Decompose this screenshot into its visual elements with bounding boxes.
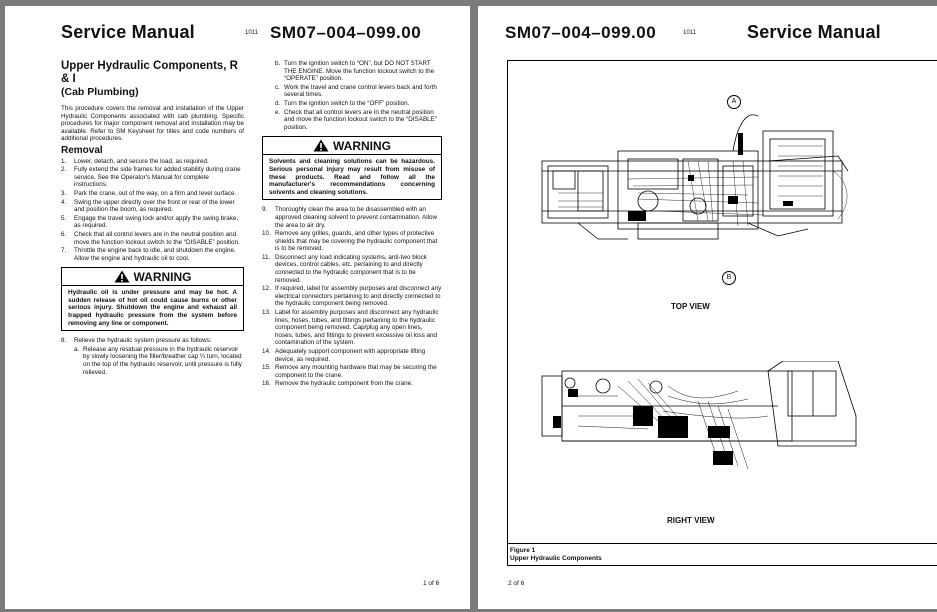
warning-text: Hydraulic oil is under pressure and may be hot. A sudden release of hot oil could cause burns or other serious injury. Shutdown the engine and exhaust all trapped hydraulic pressure from the system before removing any line or component. (68, 289, 237, 327)
right-view-label: RIGHT VIEW (667, 516, 715, 525)
removal-steps-list (61, 158, 244, 263)
left-column (61, 60, 244, 377)
list-item: a. Release any residual pressure in the hydraulic reservoir by slowly loosening the filler/breather cap ¼ turn, located on the top of the hydraulic reservoir, until pressure is fully relieved. (74, 345, 242, 376)
figure-frame (507, 60, 937, 566)
warning-title: WARNING (62, 268, 243, 286)
list-item: b. Turn the ignition switch to “ON”, but DO NOT START THE ENGINE. Move the function lockout switch to the “OPERATE” position. (275, 60, 435, 83)
callout-a: A (727, 95, 741, 109)
list-item: 11. Disconnect any load indicating systems, anti-two block devices, control cables, etc. pertaining to and directly connected to the hydraulic component that is to be removed. (262, 253, 427, 284)
right-column (262, 60, 442, 389)
list-item: 7. Throttle the engine back to idle, and shutdown the engine. Allow the engine and hydraulic oil to cool. (61, 247, 236, 262)
warning-title: WARNING (263, 137, 441, 155)
list-item: 5. Engage the travel swing lock and/or apply the swing brake, as required. (61, 214, 239, 230)
figure-caption (508, 543, 937, 565)
left-page (5, 6, 470, 609)
list-item: 9. Thoroughly clean the area to be disassembled with an approved cleaning solvent to prevent contamination. Allow the area to air dry. (262, 206, 438, 229)
list-item: 12. If required, label for assembly purposes and disconnect any electrical connectors pertaining to and directly connected to the hydraulic component being removed. (262, 285, 442, 308)
removal-steps-list-continued (262, 206, 442, 388)
intro-paragraph: This procedure covers the removal and installation of the Upper Hydraulic Components associated with cab plumbing. Specific procedures for major component removal and installation may be available. Refer to SM Keysheet for titles and code numbers of additional procedures. (61, 105, 244, 143)
section-heading: Upper Hydraulic Components, R & I (61, 60, 238, 85)
list-item: 14. Adequately support component with appropriate lifting device, as required. (262, 348, 426, 363)
warning-triangle-icon (313, 139, 329, 152)
warning-box-hydraulic (61, 267, 244, 331)
top-view-label: TOP VIEW (671, 302, 710, 311)
right-page (478, 6, 937, 609)
header-document-code: SM07–004–099.00 (505, 23, 657, 42)
header-title: Service Manual (61, 22, 195, 42)
page-number: 1 of 6 (423, 580, 440, 587)
figure-number: Figure 1 (510, 547, 536, 554)
warning-triangle-icon (114, 270, 130, 283)
list-item: 3. Park the crane, out of the way, on a firm and level surface. (61, 189, 237, 197)
warning-box-solvents (262, 136, 442, 200)
section-subheading: (Cab Plumbing) (61, 86, 139, 98)
page-number: 2 of 6 (508, 580, 525, 587)
figure-title: Upper Hydraulic Components (510, 555, 602, 562)
header-title: Service Manual (747, 22, 881, 42)
list-item: 1. Lower, detach, and secure the load, as required. (61, 157, 209, 165)
header-revision: 1011 (683, 30, 696, 36)
list-item: e. Check that all control levers are in the neutral position and move the function lockout switch to the “DISABLE” position. (275, 108, 437, 131)
list-item: 8. Relieve the hydraulic system pressure as follows: (61, 337, 212, 345)
top-view-drawing (538, 111, 858, 261)
substeps-list (275, 60, 442, 131)
step-8-list (61, 337, 244, 345)
right-view-drawing (538, 361, 858, 486)
list-item: 10. Remove any grilles, guards, and other types of protective shields that may be covering the hydraulic component that is to be removed. (262, 230, 438, 253)
list-item: 16. Remove the hydraulic component from the crane. (262, 380, 413, 388)
removal-heading: Removal (61, 144, 103, 156)
list-item: 4. Swing the upper directly over the front or rear of the lower and position the boom, as required. (61, 198, 235, 214)
list-item: 2. Fully extend the side frames for added stability during crane service. See the Operator's Manual for complete instructions. (61, 166, 241, 189)
header-revision: 1011 (245, 30, 258, 36)
warning-text: Solvents and cleaning solutions can be hazardous. Serious personal injury may result from misuse of these products. Read and follow all the manufacturer's recommendations concerning solvents and cleaning solutions. (269, 158, 435, 196)
list-item: 15. Remove any mounting hardware that may be securing the component to the crane. (262, 364, 437, 379)
callout-b: B (722, 271, 736, 285)
list-item: 13. Label for assembly purposes and disconnect any hydraulic lines, hoses, tubes, and fittings pertaining to the hydraulic component being removed. Cap/plug any open lines, hoses, tubes, and fittings to prevent excessive oil loss and contamination of the system. (262, 309, 439, 347)
list-item: 6. Check that all control levers are in the neutral position and move the function lockout switch to the “DISABLE” position. (61, 230, 240, 246)
header-document-code: SM07–004–099.00 (270, 23, 422, 42)
list-item: d. Turn the ignition switch to the “OFF” position. (275, 99, 410, 107)
list-item: c. Work the travel and crane control levers back and forth several times. (275, 83, 437, 99)
